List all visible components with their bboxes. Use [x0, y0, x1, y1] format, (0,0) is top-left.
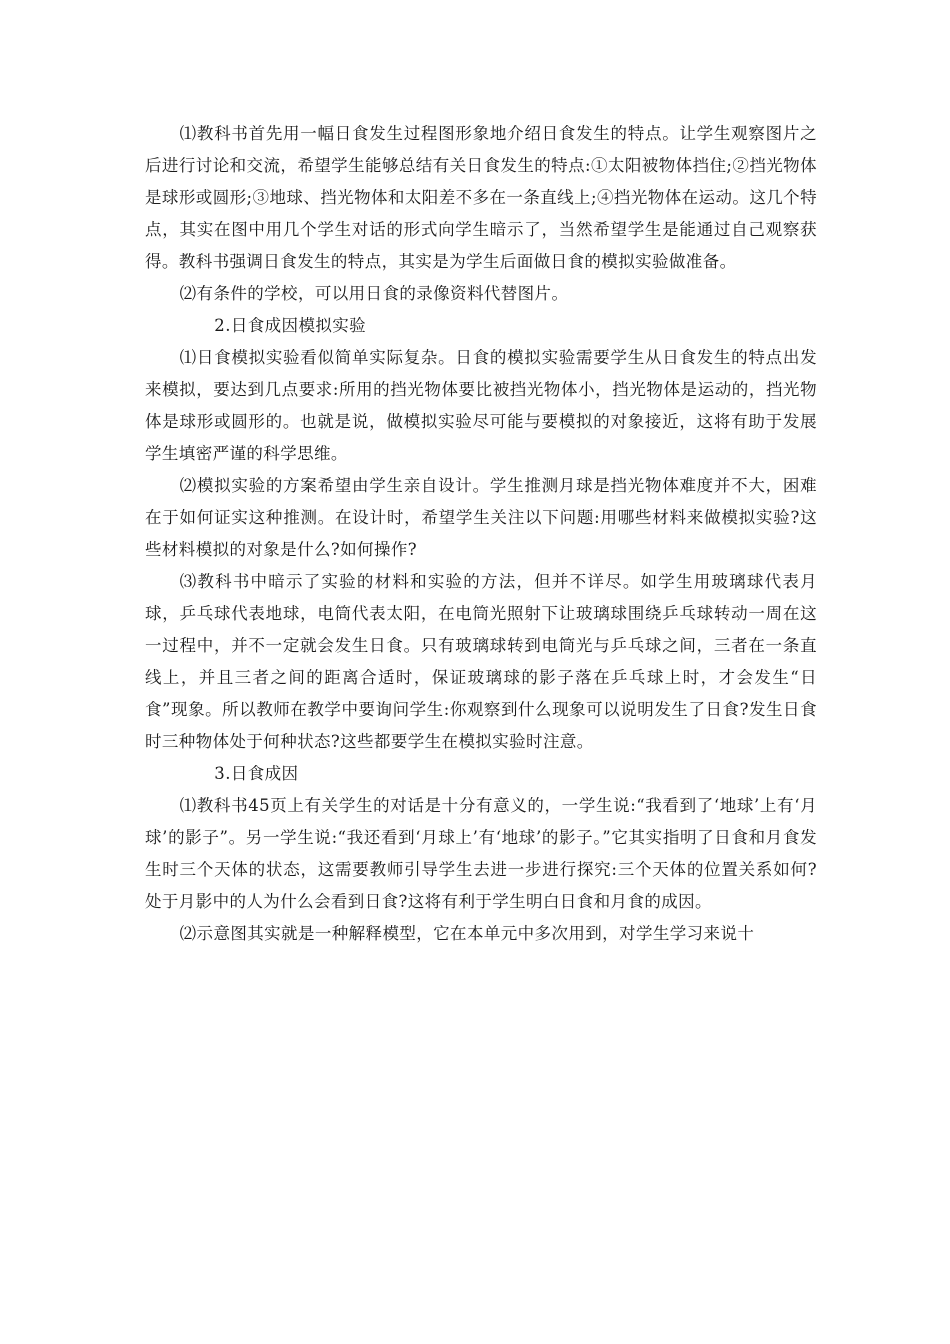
- section-heading-simulation: 2.日食成因模拟实验: [214, 316, 367, 335]
- document-body: [145, 118, 817, 950]
- paragraph-eclipse-features: ⑴教科书首先用一幅日食发生过程图形象地介绍日食发生的特点。让学生观察图片之后进行讨论和交流，希望学生能够总结有关日食发生的特点:①太阳被物体挡住;②挡光物体是球形或圆形;③地球、挡光物体和太阳差不多在一条直线上;④挡光物体在运动。这几个特点，其实在图中用几个学生对话的形式向学生暗示了，当然希望学生是能通过自己观察获得。教科书强调日食发生的特点，其实是为学生后面做日食的模拟实验做准备。: [145, 124, 817, 271]
- section-heading-eclipse-cause: 3.日食成因: [214, 764, 299, 783]
- paragraph-materials-method: ⑶教科书中暗示了实验的材料和实验的方法，但并不详尽。如学生用玻璃球代表月球，乒乓球代表地球，电筒代表太阳，在电筒光照射下让玻璃球围绕乒乓球转动一周在这一过程中，并不一定就会发生日食。只有玻璃球转到电筒光与乒乓球之间，三者在一条直线上，并且三者之间的距离合适时，保证玻璃球的影子落在乒乓球上时，才会发生“日食”现象。所以教师在教学中要询问学生:你观察到什么现象可以说明发生了日食?发生日食时三种物体处于何种状态?这些都要学生在模拟实验时注意。: [145, 572, 817, 751]
- paragraph-video-substitute: ⑵有条件的学校，可以用日食的录像资料代替图片。: [179, 284, 569, 303]
- paragraph-student-dialogue: ⑴教科书45页上有关学生的对话是十分有意义的，一学生说:“我看到了‘地球’上有‘月球’的影子”。另一学生说:“我还看到‘月球上’有‘地球’的影子。”它其实指明了日食和月食发生时三个天体的状态，这需要教师引导学生去进一步进行探究:三个天体的位置关系如何?处于月影中的人为什么会看到日食?这将有利于学生明白日食和月食的成因。: [145, 796, 817, 911]
- paragraph-diagram-model: ⑵示意图其实就是一种解释模型，它在本单元中多次用到，对学生学习来说十: [179, 924, 755, 943]
- paragraph-student-design: ⑵模拟实验的方案希望由学生亲自设计。学生推测月球是挡光物体难度并不大，困难在于如何证实这种推测。在设计时，希望学生关注以下问题:用哪些材料来做模拟实验?这些材料模拟的对象是什么?如何操作?: [145, 476, 817, 559]
- paragraph-simulation-complexity: ⑴日食模拟实验看似简单实际复杂。日食的模拟实验需要学生从日食发生的特点出发来模拟，要达到几点要求:所用的挡光物体要比被挡光物体小，挡光物体是运动的，挡光物体是球形或圆形的。也就是说，做模拟实验尽可能与要模拟的对象接近，这将有助于发展学生填密严谨的科学思维。: [145, 348, 817, 463]
